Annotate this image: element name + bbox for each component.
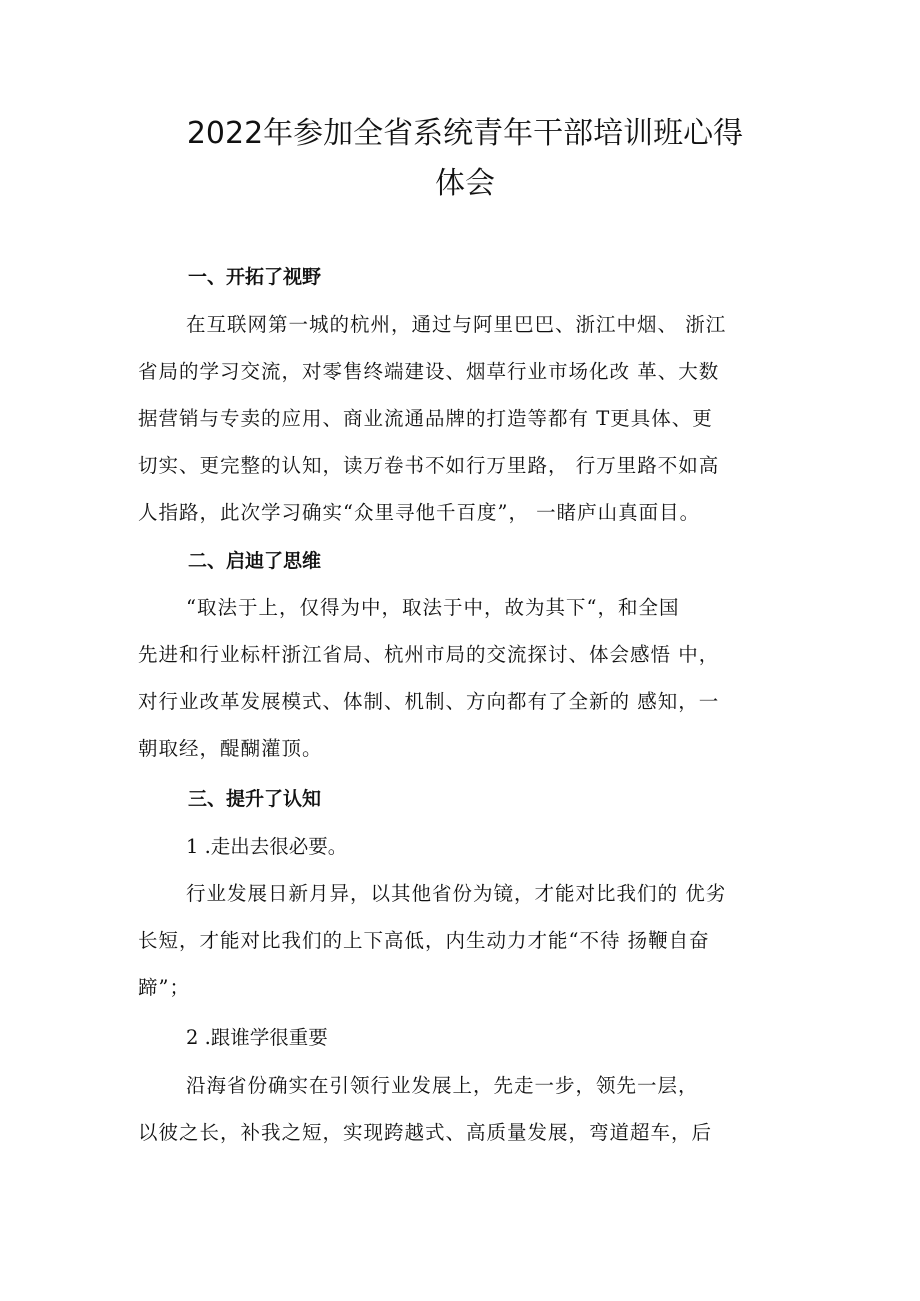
section-1-line-1: 在互联网第一城的杭州，通过与阿里巴巴、浙江中烟、 浙江 [186, 313, 727, 336]
section-2-line-3: 对行业改革发展模式、体制、机制、方向都有了全新的 感知，一 [138, 690, 720, 713]
section-1-heading: 一、开拓了视野 [188, 266, 322, 288]
section-3-item-2-line-2: 以彼之长，补我之短，实现跨越式、高质量发展，弯道超车，后 [138, 1121, 713, 1144]
section-3-item-1-line-3: 蹄”； [138, 976, 190, 999]
section-3-item-2-label: 2 .跟谁学很重要 [186, 1026, 328, 1049]
section-1-line-3: 据营销与专卖的应用、商业流通品牌的打造等都有 T更具体、更 [138, 407, 713, 430]
section-2-line-4: 朝取经，醍醐灌顶。 [138, 737, 323, 760]
document-title-line-2: 体会 [435, 166, 495, 201]
section-1-line-4: 切实、更完整的认知，读万卷书不如行万里路， 行万里路不如高 [138, 454, 720, 477]
section-2-line-2: 先进和行业标杆浙江省局、杭州市局的交流探讨、体会感悟 中， [138, 643, 720, 666]
section-3-item-1-label: 1 .走出去很必要。 [186, 835, 348, 858]
section-3-item-1-line-2: 长短，才能对比我们的上下高低，内生动力才能“不待 扬鞭自奋 [138, 929, 710, 952]
section-1-line-5: 人指路，此次学习确实“众里寻他千百度”， 一睹庐山真面目。 [138, 501, 701, 524]
section-3-item-2-line-1: 沿海省份确实在引领行业发展上，先走一步，领先一层， [186, 1074, 699, 1097]
section-3-item-1-line-1: 行业发展日新月异，以其他省份为镜，才能对比我们的 优劣 [186, 882, 727, 905]
section-2-heading: 二、启迪了思维 [188, 550, 322, 572]
section-2-line-1: “取法于上，仅得为中，取法于中，故为其下“，和全国 [186, 596, 680, 619]
document-title-line-1: 2022年参加全省系统青年干部培训班心得 [186, 116, 744, 151]
section-1-line-2: 省局的学习交流，对零售终端建设、烟草行业市场化改 革、大数 [138, 360, 720, 383]
section-3-heading: 三、提升了认知 [188, 788, 322, 810]
